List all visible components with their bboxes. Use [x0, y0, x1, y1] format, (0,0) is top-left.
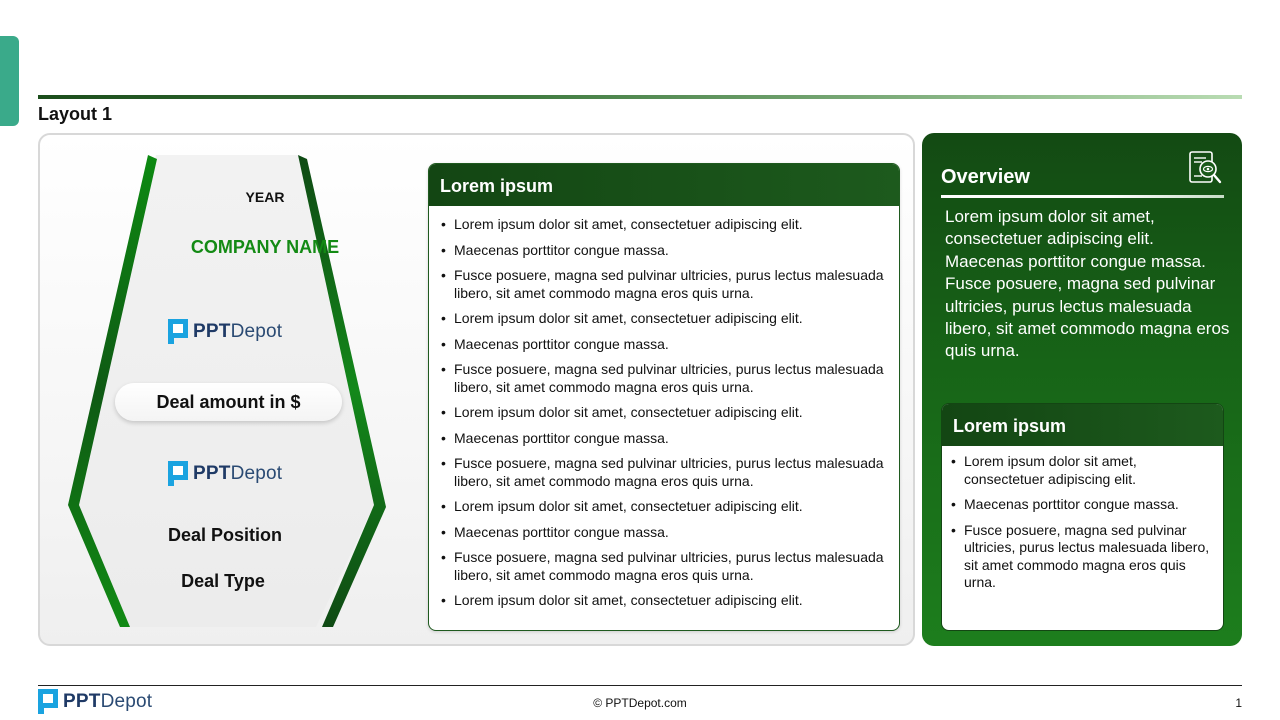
year-label: YEAR — [245, 189, 285, 205]
copyright-text: © PPTDepot.com — [593, 696, 687, 710]
company-name: COMPANY NAME — [190, 237, 340, 257]
overview-lorem-card — [941, 403, 1224, 631]
overview-body: Lorem ipsum dolor sit amet, consectetuer adipiscing elit. Maecenas porttitor congue massa. Fusce posuere, magna sed pulvinar ultricies, purus lectus malesuada libero, sit amet commodo magna eros quis urna. — [945, 207, 1230, 361]
overview-card-title: Lorem ipsum — [942, 404, 1223, 446]
overview-title: Overview — [941, 166, 1030, 188]
overview-panel — [922, 133, 1242, 646]
list-item: • Maecenas porttitor congue massa. — [441, 242, 887, 260]
deal-card — [38, 133, 915, 646]
list-item: • Fusce posuere, magna sed pulvinar ultricies, purus lectus malesuada libero, sit amet commodo magna eros quis urna. — [441, 361, 887, 396]
logo-bold: PPT — [193, 462, 231, 484]
lorem-bullet-list — [429, 206, 899, 610]
list-item: • Fusce posuere, magna sed pulvinar ultricies, purus lectus malesuada libero, sit amet commodo magna eros quis urna. — [441, 267, 887, 302]
pptdepot-logo-icon — [168, 319, 188, 344]
deal-amount-pill: Deal amount in $ — [115, 383, 342, 421]
list-item: • Maecenas porttitor congue massa. — [441, 336, 887, 354]
logo-bold: PPT — [63, 690, 101, 712]
list-item: • Lorem ipsum dolor sit amet, consectetuer adipiscing elit. — [441, 498, 887, 516]
document-search-icon — [1186, 149, 1224, 187]
overview-divider — [941, 195, 1224, 198]
logo-bold: PPT — [193, 320, 231, 342]
lorem-box-title: Lorem ipsum — [429, 164, 899, 206]
overview-bullet-list — [942, 446, 1223, 592]
list-item: • Maecenas porttitor congue massa. — [951, 496, 1211, 514]
deal-type-label: Deal Type — [181, 571, 265, 591]
logo-rest: Depot — [100, 690, 153, 712]
list-item: • Lorem ipsum dolor sit amet, consectetuer adipiscing elit. — [441, 310, 887, 328]
list-item: • Fusce posuere, magna sed pulvinar ultricies, purus lectus malesuada libero, sit amet commodo magna eros quis urna. — [951, 522, 1211, 592]
list-item: • Fusce posuere, magna sed pulvinar ultricies, purus lectus malesuada libero, sit amet commodo magna eros quis urna. — [441, 549, 887, 584]
lorem-bullet-box — [428, 163, 900, 631]
list-item: • Lorem ipsum dolor sit amet, consectetuer adipiscing elit. — [951, 453, 1211, 488]
title-divider — [38, 95, 1242, 99]
pptdepot-logo — [168, 461, 282, 486]
list-item: • Maecenas porttitor congue massa. — [441, 524, 887, 542]
footer-divider — [38, 685, 1242, 686]
page-title: Layout 1 — [38, 104, 113, 124]
deal-position-label: Deal Position — [167, 525, 283, 545]
list-item: • Lorem ipsum dolor sit amet, consectetuer adipiscing elit. — [441, 592, 887, 610]
logo-rest: Depot — [230, 320, 283, 342]
list-item: • Lorem ipsum dolor sit amet, consectetuer adipiscing elit. — [441, 404, 887, 422]
logo-rest: Depot — [230, 462, 283, 484]
list-item: • Maecenas porttitor congue massa. — [441, 430, 887, 448]
page-number: 1 — [1235, 696, 1242, 710]
list-item: • Fusce posuere, magna sed pulvinar ultricies, purus lectus malesuada libero, sit amet commodo magna eros quis urna. — [441, 455, 887, 490]
side-accent-tab — [0, 36, 19, 126]
pptdepot-logo — [168, 319, 282, 344]
list-item: • Lorem ipsum dolor sit amet, consectetuer adipiscing elit. — [441, 216, 887, 234]
pptdepot-logo-icon — [168, 461, 188, 486]
